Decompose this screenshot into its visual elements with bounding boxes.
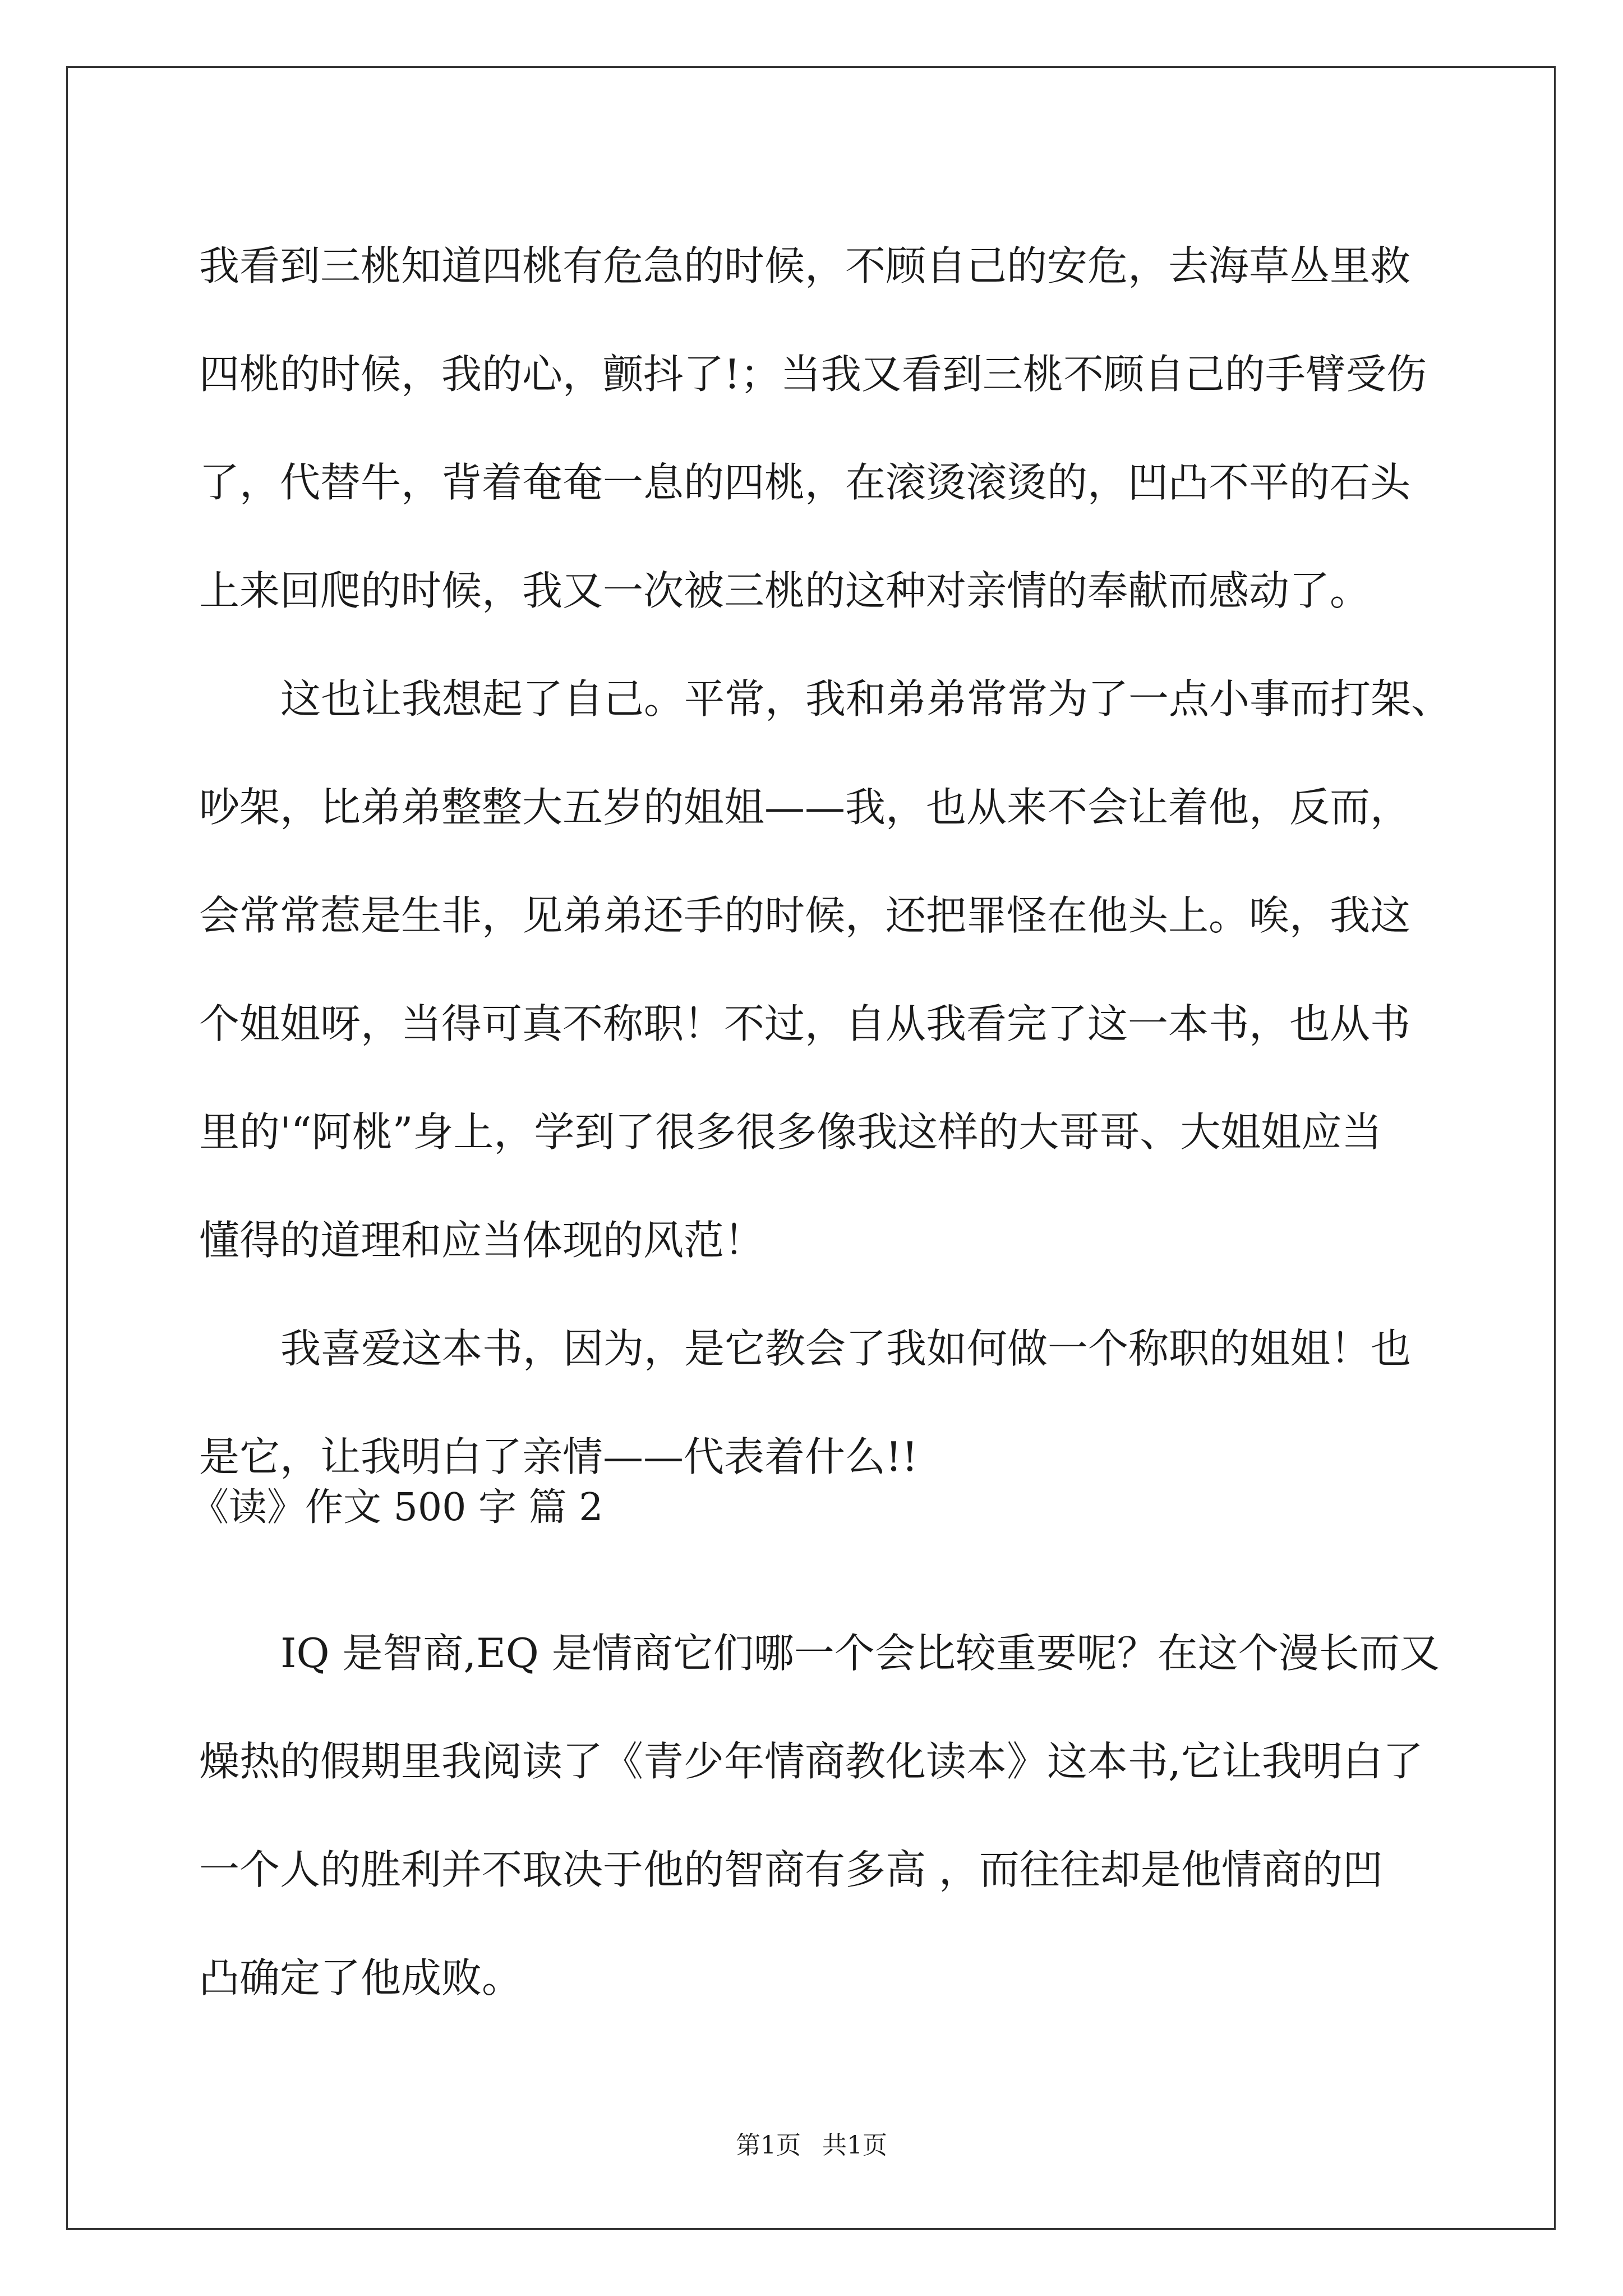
paragraph-line: 四桃的时候，我的心，颤抖了!；当我又看到三桃不顾自己的手臂受伤: [199, 351, 1427, 398]
paragraph-line: 上来回爬的时候，我又一次被三桃的这种对亲情的奉献而感动了。: [199, 567, 1371, 614]
paragraph-line: 是它，让我明白了亲情——代表着什么!!: [199, 1433, 918, 1480]
paragraph-line: 我喜爱这本书，因为，是它教会了我如何做一个称职的姐姐！也: [280, 1325, 1412, 1372]
paragraph-line: 会常常惹是生非，见弟弟还手的时候，还把罪怪在他头上。唉，我这: [199, 892, 1411, 939]
page-total: 共1页: [822, 2131, 887, 2160]
paragraph-line: 懂得的道理和应当体现的风范！: [199, 1217, 765, 1264]
section-heading: 《读》作文 500 字 篇 2: [191, 1485, 603, 1530]
page-footer: [0, 2129, 1623, 2162]
essay-section-2: [199, 1599, 1455, 2032]
paragraph-line: IQ 是智商,EQ 是情商它们哪一个会比较重要呢？在这个漫长而又: [280, 1630, 1440, 1677]
paragraph-line: 里的'“阿桃”身上，学到了很多很多像我这样的大哥哥、大姐姐应当: [199, 1108, 1382, 1156]
paragraph-line: 燥热的假期里我阅读了《青少年情商教化读本》这本书,它让我明白了: [199, 1738, 1423, 1785]
paragraph-line: 一个人的胜利并不取决于他的智商有多高 ，而往往却是他情商的凹: [199, 1846, 1383, 1893]
essay-section-1: [199, 212, 1455, 1511]
paragraph-line: 吵架，比弟弟整整大五岁的姐姐——我，也从来不会让着他，反而，: [199, 784, 1411, 831]
paragraph-line: 我看到三桃知道四桃有危急的时候，不顾自己的安危，去海草丛里救: [199, 242, 1411, 289]
paragraph-line: 个姐姐呀，当得可真不称职！不过，自从我看完了这一本书，也从书: [199, 1000, 1411, 1047]
paragraph-line: 凸确定了他成败。: [199, 1954, 523, 2001]
paragraph-line: 了，代替牛，背着奄奄一息的四桃，在滚烫滚烫的，凹凸不平的石头: [199, 459, 1411, 506]
page-number: 第1页: [736, 2131, 801, 2160]
paragraph-line: 这也让我想起了自己。平常，我和弟弟常常为了一点小事而打架、: [280, 675, 1452, 723]
